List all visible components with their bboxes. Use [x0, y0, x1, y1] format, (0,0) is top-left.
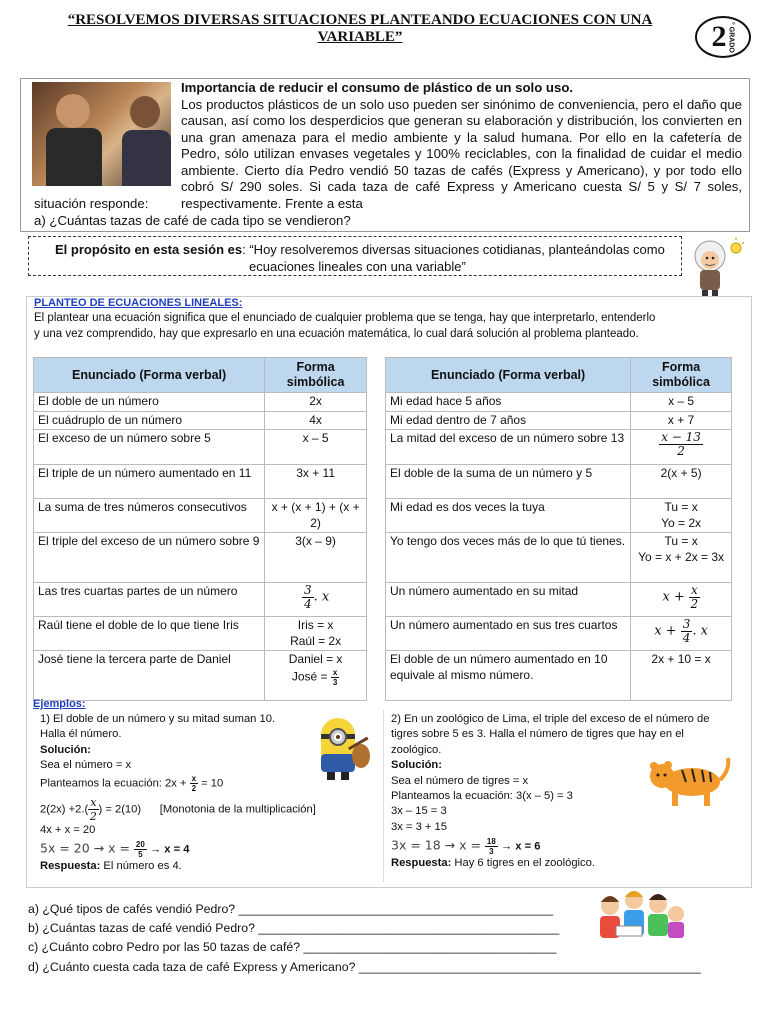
planteo-heading: PLANTEO DE ECUACIONES LINEALES:	[34, 297, 243, 309]
solution-label: Solución:	[40, 743, 91, 756]
table-row	[386, 411, 732, 430]
solution-step: 5x = 20 → x = $\frac{20}{5}$ → x = 4	[40, 840, 190, 860]
verbal-cell: La suma de tres números consecutivos	[34, 499, 265, 533]
answer-line: Respuesta: El número es 4.	[40, 860, 182, 873]
solution-step: Planteamos la ecuación: 2x + $\frac{x}{2}$ = 10	[40, 773, 224, 793]
intro-text	[181, 80, 742, 212]
planteo-text-line-2: y una vez comprendido, hay que expresarlo en una ecuación matemática, lo cual dará solución al problema planteado.	[34, 327, 639, 340]
question-item: a) ¿Qué tipos de cafés vendió Pedro? ______________________________________________	[28, 902, 554, 916]
verbal-cell: Un número aumentado en sus tres cuartos	[386, 617, 631, 651]
question-item: d) ¿Cuánto cuesta cada taza de café Express y Americano? __________________________________________________	[28, 959, 701, 974]
cafe-photo	[32, 82, 171, 186]
fraction: $\frac{x}{2}$	[191, 773, 197, 793]
col-symbolic-header: Forma simbólica	[631, 358, 732, 393]
fraction: $\frac{3}{4}$	[303, 583, 312, 611]
table-row	[34, 533, 367, 583]
symbolic-cell: 2(x + 5)	[631, 465, 732, 499]
einstein-illustration	[686, 236, 744, 298]
fraction: $\frac{3}{4}$	[682, 617, 691, 645]
verbal-cell: José tiene la tercera parte de Daniel	[34, 651, 265, 701]
fraction: $\frac{x}{2}$	[690, 583, 699, 611]
verbal-cell: Un número aumentado en su mitad	[386, 583, 631, 617]
planteo-text	[34, 311, 724, 342]
table-row	[386, 617, 732, 651]
symbolic-cell: $\frac{3}{4}$ . x	[265, 583, 367, 617]
minion-illustration	[303, 712, 379, 784]
symbolic-cell: 3x + 11	[265, 465, 367, 499]
fraction: $\frac{18}{3}$	[486, 837, 496, 857]
table-row	[34, 430, 367, 465]
symbolic-cell	[631, 430, 732, 465]
intro-question: a) ¿Cuántas tazas de café de cada tipo se vendieron?	[34, 212, 351, 228]
example-2-statement-2: tigres sobre 5 es 3. Halla el número de tigres que hay en el	[391, 728, 684, 741]
question-item: c) ¿Cuánto cobro Pedro por las 50 tazas de café? _____________________________________	[28, 940, 557, 955]
verbal-cell: Las tres cuartas partes de un número	[34, 583, 265, 617]
verbal-cell: La mitad del exceso de un número sobre 13	[386, 430, 631, 465]
example-2-statement-3: zoológico.	[391, 743, 442, 756]
examples-divider	[383, 710, 384, 882]
symbolic-cell: 2x	[265, 393, 367, 412]
fraction: $\frac{x - 13}{2}$	[661, 430, 701, 458]
table-row	[34, 617, 367, 651]
fraction: $\frac{x}{3}$	[332, 667, 338, 687]
col-verbal-header: Enunciado (Forma verbal)	[34, 358, 265, 393]
solution-step: Sea el número = x	[40, 759, 132, 772]
table-row	[34, 651, 367, 701]
col-symbolic-header: Forma simbólica	[265, 358, 367, 393]
table-row	[386, 430, 732, 465]
table-row	[34, 411, 367, 430]
solution-step: 3x = 3 + 15	[391, 820, 447, 833]
verbal-cell: Mi edad dentro de 7 años	[386, 411, 631, 430]
symbolic-cell: x + $\frac{3}{4}$ . x	[631, 617, 732, 651]
symbolic-cell: Iris = x Raúl = 2x	[265, 617, 367, 651]
verbal-cell: Yo tengo dos veces más de lo que tú tienes.	[386, 533, 631, 583]
tiger-illustration	[642, 752, 732, 810]
page-title: “RESOLVEMOS DIVERSAS SITUACIONES PLANTEANDO ECUACIONES CON UNA VARIABLE”	[67, 12, 653, 45]
table-row	[34, 583, 367, 617]
table-row	[386, 499, 732, 533]
table-row	[386, 465, 732, 499]
question-item: b) ¿Cuántas tazas de café vendió Pedro? ____________________________________________	[28, 921, 560, 936]
solution-label: Solución:	[391, 759, 442, 772]
col-verbal-header: Enunciado (Forma verbal)	[386, 358, 631, 393]
verbal-cell: El doble de un número	[34, 393, 265, 412]
table-row	[34, 499, 367, 533]
table-row	[386, 583, 732, 617]
example-1	[40, 712, 340, 874]
purpose-label: El propósito en esta sesión es	[55, 242, 243, 257]
intro-tail-text: situación responde:	[34, 196, 149, 211]
grade-number: 2	[711, 20, 727, 53]
fraction: $\frac{x}{2}$	[89, 795, 97, 823]
symbolic-cell: 3(x – 9)	[265, 533, 367, 583]
verbal-cell: El cuádruplo de un número	[34, 411, 265, 430]
verbal-cell: Raúl tiene el doble de lo que tiene Iris	[34, 617, 265, 651]
purpose-text-2: ecuaciones lineales con una variable”	[249, 259, 466, 274]
symbolic-cell: x + 7	[631, 411, 732, 430]
translation-table-right	[385, 357, 732, 701]
verbal-cell: El doble de un número aumentado en 10 equivale al mismo número.	[386, 651, 631, 701]
symbolic-cell: x + $\frac{x}{2}$	[631, 583, 732, 617]
verbal-cell: El exceso de un número sobre 5	[34, 430, 265, 465]
verbal-cell: Mi edad es dos veces la tuya	[386, 499, 631, 533]
table-row	[386, 533, 732, 583]
purpose-box	[28, 236, 682, 276]
table-row	[386, 651, 732, 701]
symbolic-cell: 2x + 10 = x	[631, 651, 732, 701]
answer-line: Respuesta: Hay 6 tigres en el zoológico.	[391, 857, 595, 870]
example-2-statement: 2) En un zoológico de Lima, el triple del exceso de el número de	[391, 713, 710, 725]
verbal-cell: El triple del exceso de un número sobre 9	[34, 533, 265, 583]
table-row	[386, 393, 732, 412]
solution-step: 3x – 15 = 3	[391, 805, 447, 818]
verbal-cell: El doble de la suma de un número y 5	[386, 465, 631, 499]
solution-step: 2(2x) +2.( $\frac{x}{2}$ ) = 2(10) [Monotonia de la multiplicación]	[40, 795, 316, 823]
intro-heading: Importancia de reducir el consumo de plástico de un solo uso.	[181, 80, 574, 95]
symbolic-cell: x + (x + 1) + (x + 2)	[265, 499, 367, 533]
symbolic-cell: Daniel = x José = $\frac{x}{3}$	[265, 651, 367, 701]
kids-reading-illustration	[594, 888, 686, 942]
symbolic-cell: x – 5	[265, 430, 367, 465]
solution-step: Sea el número de tigres = x	[391, 774, 529, 787]
example-1-statement-2: Halla él número.	[40, 728, 122, 741]
examples-heading: Ejemplos:	[33, 698, 86, 710]
symbolic-cell: x – 5	[631, 393, 732, 412]
symbolic-cell: Tu = x Yo = x + 2x = 3x	[631, 533, 732, 583]
grade-badge	[695, 16, 751, 58]
verbal-cell: Mi edad hace 5 años	[386, 393, 631, 412]
table-row	[34, 465, 367, 499]
purpose-text-1: : “Hoy resolveremos diversas situaciones cotidianas, planteándolas como	[242, 242, 665, 257]
solution-step: 4x + x = 20	[40, 823, 96, 836]
symbolic-cell: 4x	[265, 411, 367, 430]
solution-step: Planteamos la ecuación: 3(x – 5) = 3	[391, 790, 573, 803]
verbal-cell: El triple de un número aumentado en 11	[34, 465, 265, 499]
table-row	[34, 393, 367, 412]
solution-step: 3x = 18 → x = $\frac{18}{3}$ → x = 6	[391, 837, 541, 857]
intro-tail	[34, 196, 734, 229]
fraction: $\frac{20}{5}$	[135, 840, 145, 860]
intro-paragraph: Los productos plásticos de un solo uso pueden ser sinónimo de conveniencia, pero el daño que causan, así como los desperdicios que generan su elaboración y distribución, los convierten en una gran amenaza para el medio ambiente y la salud humana. Por ello en la cafetería de Pedro, sólo utilizan envases vegetales y 100% reciclables, con la finalidad de cuidar el medio ambiente. Cierto día Pedro vendió 50 tazas de cafés (Express y Americano), y por todo ello cobró S/ 290 soles. Si cada taza de café Express y Americano cuesta S/ 5 y S/ 7 soles, respectivamente. Frente a esta	[181, 96, 742, 211]
translation-table-left	[33, 357, 367, 701]
symbolic-cell: Tu = x Yo = 2x	[631, 499, 732, 533]
grade-label: ° GRADO	[727, 21, 735, 53]
example-1-statement: 1) El doble de un número y su mitad suman 10.	[40, 713, 276, 725]
planteo-text-line-1: El plantear una ecuación significa que el enunciado de cualquier problema que se tenga, hay que interpretarlo, entenderlo	[34, 312, 656, 324]
